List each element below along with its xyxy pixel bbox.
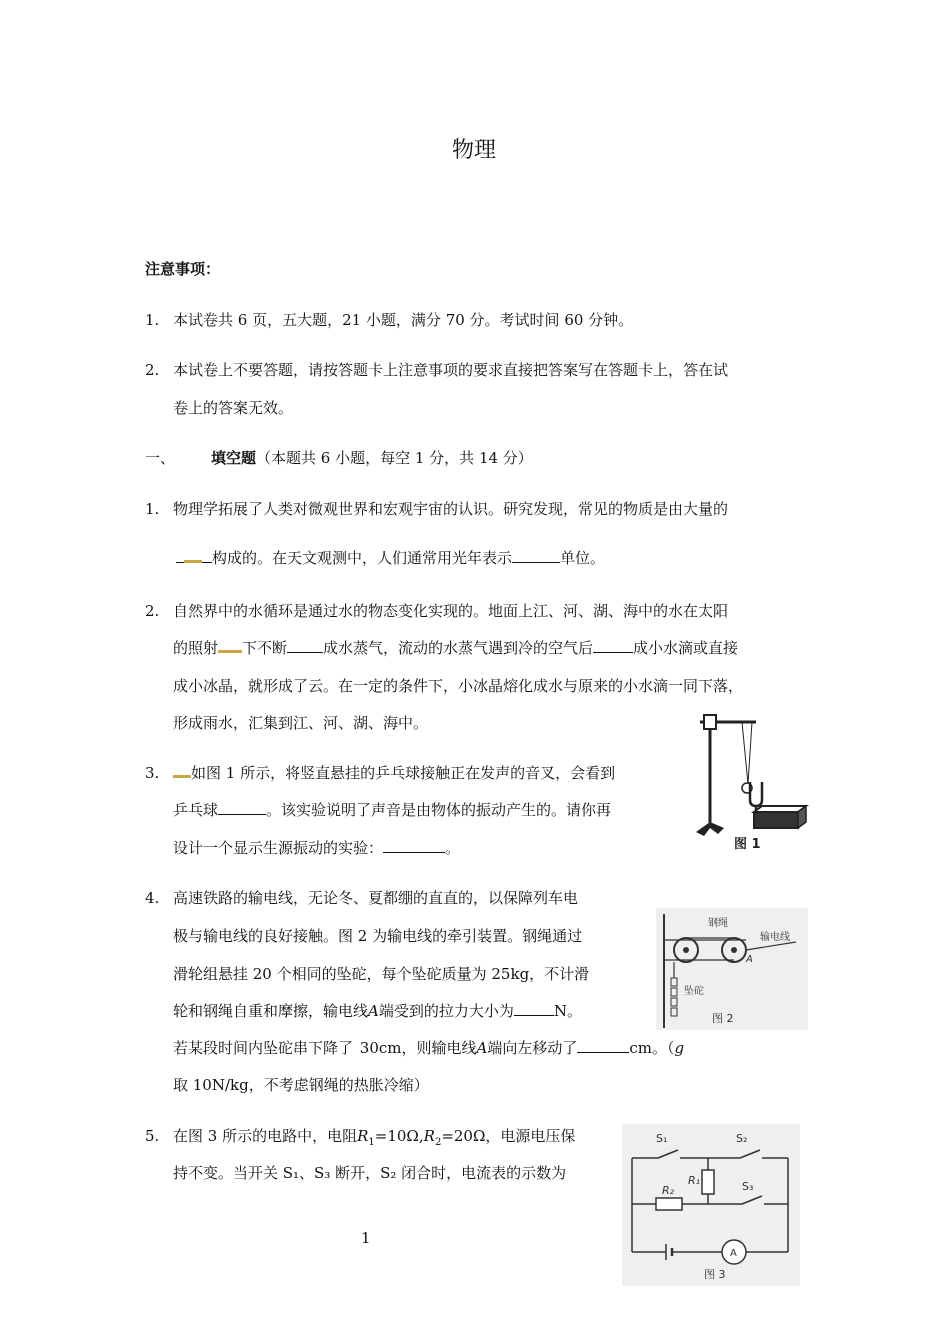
q4-line3: 滑轮组悬挂 20 个相同的坠砣，每个坠砣质量为 25kg，不计滑	[173, 965, 590, 983]
figure-3-caption: 图 3	[704, 1268, 726, 1281]
q4-text-d: 若某段时间内坠砣串下降了 30cm，则输电线	[173, 1039, 477, 1057]
q4-var-a: A	[368, 1002, 379, 1020]
q4-line1: 高速铁路的输电线，无论冬、夏都绷的直直的，以保障列车电	[173, 889, 579, 907]
notes-heading: 注意事项：	[145, 260, 221, 278]
q1-line1: 物理学拓展了人类对微观世界和宏观宇宙的认识。研究发现，常见的物质是由大量的	[173, 500, 729, 518]
section-label: 填空题	[211, 449, 257, 467]
figure-2	[656, 908, 808, 1030]
q3-text-b: 乒乓球	[173, 801, 219, 819]
q4-line4	[173, 1001, 582, 1021]
figure-2-label-a: A	[746, 954, 753, 965]
figure-2-label-weight: 坠砣	[684, 986, 704, 997]
q5-line1	[173, 1126, 575, 1153]
q2-blank-1[interactable]	[287, 638, 323, 653]
q3-number: 3.	[145, 764, 160, 782]
q5-text-b: =10Ω,	[374, 1127, 424, 1145]
figure-3-label-s1: S₁	[656, 1132, 668, 1145]
q4-blank-2[interactable]	[577, 1038, 629, 1053]
q3-line2	[173, 800, 611, 820]
q2-line2	[173, 638, 738, 658]
q4-text-e: 端向左移动了	[487, 1039, 578, 1057]
note-1-text: 本试卷共 6 页，五大题，21 小题，满分 70 分。考试时间 60 分钟。	[173, 311, 634, 329]
q1-blank-1-suffix	[202, 548, 212, 563]
q1-text-b: 单位。	[560, 549, 606, 567]
q2-text-d: 成小水滴或直接	[633, 639, 739, 657]
q2-text-a: 的照射	[173, 639, 219, 657]
figure-3-label-s2: S₂	[736, 1132, 748, 1145]
figure-3-label-ammeter: A	[730, 1248, 737, 1259]
section-number: 一、	[145, 449, 176, 467]
q1-blank-1[interactable]	[184, 548, 202, 563]
q5-r2-sub: 2	[434, 1137, 442, 1148]
note-2-text-line2: 卷上的答案无效。	[173, 399, 294, 417]
figure-3-label-r1: R₁	[688, 1174, 701, 1187]
q5-text-c: =20Ω，电源电压保	[441, 1127, 576, 1145]
figure-3	[622, 1124, 800, 1286]
q1-line2	[176, 548, 605, 568]
page-number: 1	[361, 1229, 371, 1247]
q2-line4: 形成雨水，汇集到江、河、湖、海中。	[173, 714, 429, 732]
q2-line1: 自然界中的水循环是通过水的物态变化实现的。地面上江、河、湖、海中的水在太阳	[173, 602, 729, 620]
q3-text-c: 。该实验说明了声音是由物体的振动产生的。请你再	[266, 801, 612, 819]
q4-line5	[173, 1038, 684, 1058]
q1-number: 1.	[145, 500, 160, 518]
note-2-text-line1: 本试卷上不要答题，请按答题卡上注意事项的要求直接把答案写在答题卡上，答在试	[173, 361, 729, 379]
q3-blank-1[interactable]	[218, 800, 266, 815]
q4-number: 4.	[145, 889, 160, 907]
figure-1	[686, 706, 826, 856]
q3-blank-2[interactable]	[383, 838, 445, 853]
q5-r1: R	[357, 1127, 369, 1145]
q1-blank-2[interactable]	[512, 548, 560, 563]
q4-text-c: N。	[553, 1002, 583, 1020]
page-title: 物理	[452, 138, 497, 163]
q5-line2: 持不变。当开关 S₁、S₃ 断开，S₂ 闭合时，电流表的示数为	[173, 1164, 567, 1182]
figure-2-caption: 图 2	[712, 1012, 734, 1025]
q5-number: 5.	[145, 1127, 160, 1145]
q1-blank-1-prefix	[176, 548, 184, 563]
q1-text-a: 构成的。在天文观测中，人们通常用光年表示	[212, 549, 513, 567]
q3-line1	[173, 763, 615, 783]
section-heading	[211, 448, 533, 468]
q4-line2: 极与输电线的良好接触。图 2 为输电线的牵引装置。钢绳通过	[173, 927, 583, 945]
q2-line3: 成小冰晶，就形成了云。在一定的条件下，小冰晶熔化成水与原来的小水滴一同下落，	[173, 677, 744, 695]
q3-text-e: 。	[445, 839, 461, 857]
q2-marker	[218, 638, 242, 653]
q2-blank-2[interactable]	[593, 638, 633, 653]
q2-text-c: 成水蒸气，流动的水蒸气遇到冷的空气后	[323, 639, 594, 657]
q4-text-b: 端受到的拉力大小为	[378, 1002, 514, 1020]
q3-marker	[173, 763, 191, 778]
q4-text-a: 轮和钢绳自重和摩擦，输电线	[173, 1002, 369, 1020]
figure-3-label-s3: S₃	[742, 1180, 754, 1193]
q4-text-f: cm。（	[629, 1039, 675, 1057]
q3-text-a: 如图 1 所示，将竖直悬挂的乒乓球接触正在发声的音叉，会看到	[191, 764, 616, 782]
q3-line3	[173, 838, 460, 858]
figure-1-caption: 图 1	[734, 837, 761, 852]
note-2-number: 2.	[145, 361, 160, 379]
q4-var-a2: A	[476, 1039, 488, 1057]
q2-number: 2.	[145, 602, 160, 620]
q2-text-b: 下不断	[242, 639, 288, 657]
figure-3-label-r2: R₂	[662, 1184, 675, 1197]
q4-blank-1[interactable]	[514, 1001, 554, 1016]
note-1-number: 1.	[145, 311, 160, 329]
q3-text-d: 设计一个显示生源振动的实验：	[173, 839, 384, 857]
q5-r2: R	[423, 1127, 435, 1145]
q4-line6: 取 10N/kg，不考虑钢绳的热胀冷缩）	[173, 1076, 429, 1094]
q5-r1-sub: 1	[368, 1137, 375, 1148]
section-description: （本题共 6 小题，每空 1 分，共 14 分）	[256, 449, 533, 467]
figure-2-label-rope: 钢绳	[708, 918, 728, 929]
q4-var-g: g	[674, 1039, 685, 1057]
q5-text-a: 在图 3 所示的电路中，电阻	[173, 1127, 358, 1145]
figure-2-label-wire: 输电线	[760, 932, 790, 943]
